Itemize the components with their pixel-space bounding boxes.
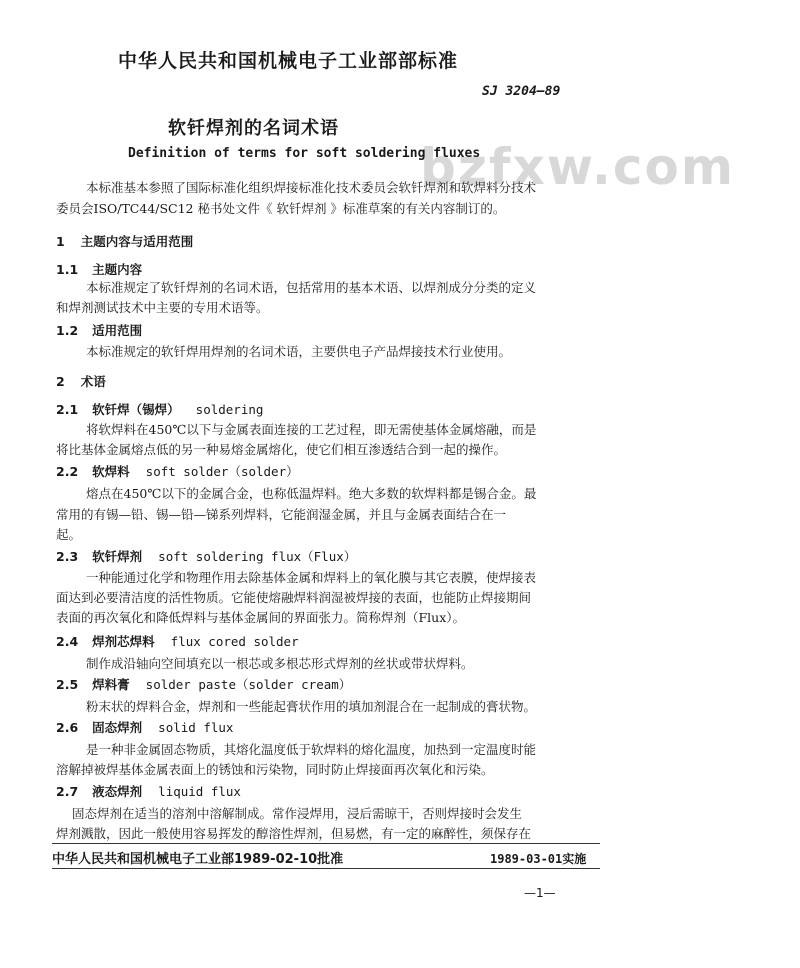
watermark: bzfxw.com bbox=[420, 138, 735, 196]
publisher-header: 中华人民共和国机械电子工业部部标准 bbox=[118, 50, 459, 72]
section-number: 1 bbox=[56, 234, 65, 249]
section-1-heading bbox=[56, 232, 193, 250]
term-number: 2.7 bbox=[56, 784, 79, 799]
term-2-3-line-3: 表面的再次氧化和降低焊料与基体金属间的界面张力。简称焊剂（Flux）。 bbox=[56, 610, 466, 625]
section-title: 主题内容 bbox=[92, 262, 143, 277]
term-2-1-line-1: 将软焊料在450℃以下与金属表面连接的工艺过程，即无需使基体金属熔融，而是 bbox=[86, 422, 537, 437]
term-2-6-line-1: 是一种非金属固态物质，其熔化温度低于软焊料的熔化温度，加热到一定温度时能 bbox=[86, 742, 537, 757]
section-title: 适用范围 bbox=[92, 323, 143, 338]
section-number: 1.2 bbox=[56, 323, 79, 338]
section-1-2-heading bbox=[56, 321, 158, 339]
footer-rule-bottom bbox=[52, 868, 600, 869]
approval-date: 中华人民共和国机械电子工业部1989-02-10批准 bbox=[52, 852, 344, 867]
term-title: 固态焊剂 bbox=[92, 720, 143, 735]
term-number: 2.2 bbox=[56, 464, 79, 479]
term-title: 液态焊剂 bbox=[92, 784, 143, 799]
term-title: 焊剂芯焊料 bbox=[92, 634, 155, 649]
term-english: soft solder（solder） bbox=[145, 464, 299, 479]
section-number: 1.1 bbox=[56, 262, 79, 277]
term-2-6-line-2: 溶解掉被焊基体金属表面上的锈蚀和污染物，同时防止焊接面再次氧化和污染。 bbox=[56, 762, 494, 777]
term-2-2-line-1: 熔点在450℃以下的金属合金，也称低温焊料。绝大多数的软焊料都是锡合金。最 bbox=[86, 486, 537, 501]
term-2-3-line-2: 面达到必要清洁度的活性物质。它能使熔融焊料润湿被焊接的表面，也能防止焊接期间 bbox=[56, 590, 532, 605]
implementation-date: 1989-03-01实施 bbox=[490, 852, 587, 866]
term-2-4-line-1: 制作成沿轴向空间填充以一根芯或多根芯形式焊剂的丝状或带状焊料。 bbox=[86, 656, 474, 671]
section-1-2-line-1: 本标准规定的软钎焊用焊剂的名词术语，主要供电子产品焊接技术行业使用。 bbox=[86, 344, 512, 359]
term-2-3-line-1: 一种能通过化学和物理作用去除基体金属和焊料上的氧化膜与其它表膜，使焊接表 bbox=[86, 570, 537, 585]
term-2-7-line-2: 焊剂溅散，因此一般使用容易挥发的醇溶性焊剂，但易燃，有一定的麻醉性，须保存在 bbox=[56, 826, 532, 841]
term-title: 焊料膏 bbox=[92, 677, 130, 692]
term-number: 2.6 bbox=[56, 720, 79, 735]
term-english: liquid flux bbox=[158, 784, 241, 799]
term-2-2-line-2: 常用的有锡—铅、锡—铅—锑系列焊料，它能润湿金属，并且与金属表面结合在一 bbox=[56, 507, 507, 522]
term-2-4-heading bbox=[56, 632, 299, 650]
intro-line-1: 本标准基本参照了国际标准化组织焊接标准化技术委员会软钎焊剂和软焊料分技术 bbox=[86, 180, 537, 195]
term-title: 软钎焊剂 bbox=[92, 549, 143, 564]
term-2-7-heading bbox=[56, 782, 241, 800]
term-2-1-heading bbox=[56, 400, 263, 418]
section-1-1-line-1: 本标准规定了软钎焊剂的名词术语，包括常用的基本术语、以焊剂成分分类的定义 bbox=[86, 280, 537, 295]
term-2-5-line-1: 粉末状的焊料合金，焊剂和一些能起膏状作用的填加剂混合在一起制成的膏状物。 bbox=[86, 699, 537, 714]
section-number: 2 bbox=[56, 374, 65, 389]
term-english: soldering bbox=[195, 402, 264, 417]
term-2-5-heading bbox=[56, 675, 351, 693]
section-title: 术语 bbox=[80, 374, 106, 389]
term-2-2-heading bbox=[56, 462, 299, 480]
term-number: 2.3 bbox=[56, 549, 79, 564]
section-1-1-line-2: 和焊剂测试技术中主要的专用术语等。 bbox=[56, 300, 269, 315]
term-2-6-heading bbox=[56, 718, 233, 736]
term-english: flux cored solder bbox=[170, 634, 299, 649]
term-title: 软钎焊（锡焊） bbox=[92, 402, 180, 417]
section-1-1-heading bbox=[56, 260, 158, 278]
term-english: solder paste（solder cream） bbox=[145, 677, 352, 692]
section-2-heading bbox=[56, 372, 106, 390]
term-number: 2.4 bbox=[56, 634, 79, 649]
term-english: solid flux bbox=[158, 720, 234, 735]
standard-code: SJ 3204—89 bbox=[482, 84, 561, 99]
term-english: soft soldering flux（Flux） bbox=[158, 549, 357, 564]
document-subtitle-en: Definition of terms for soft soldering fluxes bbox=[128, 146, 481, 161]
term-2-3-heading bbox=[56, 547, 356, 565]
footer-rule-top bbox=[52, 843, 600, 844]
term-title: 软焊料 bbox=[92, 464, 130, 479]
document-title: 软钎焊剂的名词术语 bbox=[168, 118, 339, 139]
term-2-2-line-3: 起。 bbox=[56, 527, 82, 542]
term-number: 2.1 bbox=[56, 402, 79, 417]
term-2-1-line-2: 将比基体金属熔点低的另一种易熔金属熔化，使它们相互渗透结合到一起的操作。 bbox=[56, 442, 507, 457]
term-number: 2.5 bbox=[56, 677, 79, 692]
intro-line-2: 委员会ISO/TC44/SC12 秘书处文件《 软钎焊剂 》标准草案的有关内容制订的。 bbox=[56, 201, 506, 216]
term-2-7-line-1: 固态焊剂在适当的溶剂中溶解制成。常作浸焊用，浸后需晾干，否则焊接时会发生 bbox=[72, 806, 523, 821]
section-title: 主题内容与适用范围 bbox=[80, 234, 194, 249]
page-number: —1— bbox=[524, 886, 556, 900]
